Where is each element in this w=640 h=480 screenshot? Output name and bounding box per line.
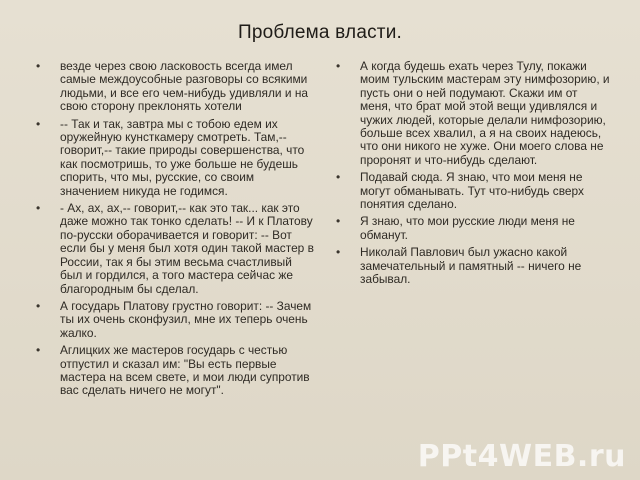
- list-item: [336, 171, 610, 211]
- bullet-icon: •: [336, 170, 341, 185]
- bullet-icon: •: [36, 116, 41, 131]
- list-item: [36, 344, 314, 398]
- list-item-text: Николай Павлович был ужасно какой замечательный и памятный -- ничего не забывал.: [360, 245, 582, 287]
- list-item-text: А государь Платову грустно говорит: -- Зачем ты их очень сконфузил, мне их теперь очень жалко.: [60, 298, 312, 340]
- bullet-icon: •: [36, 59, 41, 73]
- list-item: [36, 300, 314, 340]
- list-item: [36, 60, 314, 114]
- bullet-icon: •: [36, 343, 41, 358]
- list-item-text: -- Так и так, завтра мы с тобою едем их оружейную кунсткамеру смотреть. Там,-- говорит,-- такие природы совершенства, что как посмотришь, то уже больше не будешь спорить, что мы, русские, со своим значением никуда не годимся.: [60, 116, 305, 198]
- watermark-logo: PPt4WEB.ru: [417, 439, 626, 474]
- list-item: [36, 202, 314, 296]
- list-item-text: Подавай сюда. Я знаю, что мои меня не могут обманывать. Тут что-нибудь сверх понятия сделано.: [360, 170, 584, 212]
- list-item: [336, 215, 610, 242]
- bullet-icon: •: [336, 214, 341, 229]
- list-item-text: Аглицких же мастеров государь с честью отпустил и сказал им: "Вы есть первые мастера на всем свете, и мои люди супротив вас сделать ничего не могут".: [60, 343, 310, 398]
- list-item-text: А когда будешь ехать через Тулу, покажи моим тульским мастерам эту нимфозорию, и пусть они о ней подумают. Скажи им от меня, что брат мой этой вещи удивлялся и чужих людей, которые делали нимфозорию, больше всех хвалил, а я на своих надеюсь, что они никого не хуже. Они моего слова не проронят и что-нибудь сделают.: [360, 59, 610, 167]
- left-column-list: [36, 60, 314, 402]
- list-item-text: - Ах, ах, ах,-- говорит,-- как это так... как это даже можно так тонко сделать! -- И к Платову по-русски оборачивается и говорит: -- Вот если бы у меня был хотя один такой мастер в России, так я бы этим весьма счастливый был и гордился, а того мастера сейчас же благородным бы сделал.: [60, 201, 314, 296]
- bullet-icon: •: [36, 298, 41, 313]
- list-item-text: Я знаю, что мои русские люди меня не обманут.: [360, 214, 575, 242]
- bullet-icon: •: [36, 201, 41, 216]
- list-item-text: везде через свою ласковость всегда имел самые междоусобные разговоры со всякими людьми, и все его чем-нибудь удивляли и на свою сторону преклонять хотели: [60, 59, 308, 114]
- list-item: [336, 60, 610, 167]
- slide-title: Проблема власти.: [238, 22, 402, 43]
- bullet-icon: •: [336, 59, 341, 73]
- list-item: [336, 246, 610, 286]
- right-column-list: [336, 60, 610, 291]
- list-item: [36, 118, 314, 198]
- bullet-icon: •: [336, 245, 341, 260]
